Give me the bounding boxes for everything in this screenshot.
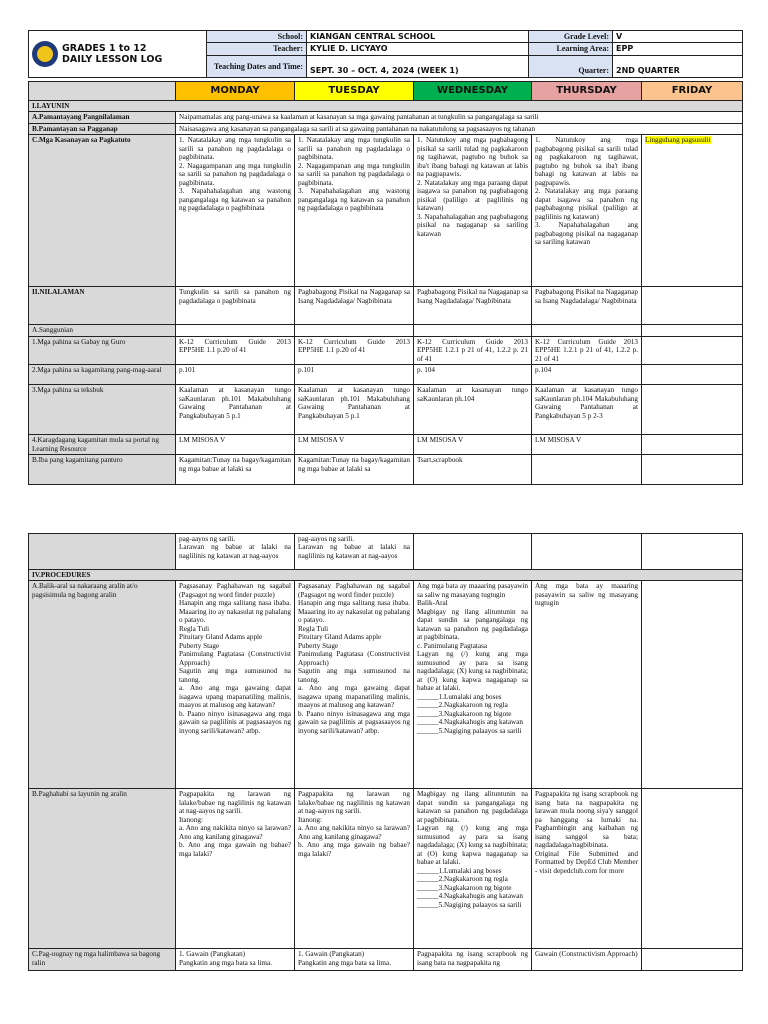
lesson-table-page-1 <box>28 81 742 485</box>
school-value: KIANGAN CENTRAL SCHOOL <box>307 31 529 43</box>
day-wednesday: WEDNESDAY <box>414 82 532 101</box>
lingguhang-pagsusulit: Lingguhang pagsusulit <box>645 136 711 145</box>
sanggunian-thursday <box>532 325 642 336</box>
pagkatuto-friday <box>642 135 743 287</box>
school-label: School: <box>207 31 307 43</box>
teksbuk-tuesday: Kaalaman at kasanayan tungo saKaunlaran ph.101 Makabuluhang Gawaing Pantahanan at Pangkabuhayan 5 p.1 <box>295 385 414 435</box>
header-title-cell <box>29 31 207 78</box>
day-monday: MONDAY <box>176 82 295 101</box>
teksbuk-wednesday: Kaalaman at kasanayan tungo saKaunlaran ph.104 <box>414 385 532 435</box>
gabay-wednesday: K-12 Curriculum Guide 2013 EPP5HE 1.2.1 p 21 of 41, 1.2.2 p. 21 of 41 <box>414 336 532 364</box>
nilalaman-label: II.NILALAMAN <box>29 287 176 325</box>
area-value: EPP <box>613 43 743 55</box>
cont-label <box>29 534 176 570</box>
gabay-label: 1.Mga pahina sa Gabay ng Guro <box>29 336 176 364</box>
pagkatuto-thursday: 1. Natutukoy ang mga pagbabagong pisikal sa sarili tulad ng pagkakaroon ng tagihawat, pagtubo ng buhok sa iba't ibang bahagi ng katawan at labis na pagpapawis. 2. Natatalakay ang mga paraang dapat isagawa sa panahon ng pagbabagong pisikal (paliligo at paglilinis ng katawan) 3. Napahahalagahan ang pagbabagong pisikal na nagaganap sa sariling katawan <box>532 135 642 287</box>
header-section <box>28 30 742 78</box>
nilalaman-monday: Tungkulin sa sarili sa panahon ng pagdadalaga o pagbibinata <box>176 287 295 325</box>
dates-value: SEPT. 30 – OCT. 4, 2024 (WEEK 1) <box>307 55 529 77</box>
iba-label: B.Iba pang kagamitang panturo <box>29 455 176 485</box>
balik-friday <box>642 581 743 789</box>
iba-monday: Kagamitan:Tunay na bagay/kagamitan ng mga babae at lalaki sa <box>176 455 295 485</box>
pagganap-value: Naisasagawa ang kasanayan sa pangangalaga sa sarili at sa gawaing pantahanan na nakatutulong sa pagsasaayos ng tahanan <box>176 123 743 134</box>
day-friday: FRIDAY <box>642 82 743 101</box>
uugnay-monday: 1. Gawain (Pangkatan) Pangkatin ang mga bata sa lima. <box>176 949 295 971</box>
deped-seal-icon <box>32 41 58 67</box>
iba-thursday <box>532 455 642 485</box>
portal-label: 4.Karagdagang kagamitan mula sa portal ng Learning Resource <box>29 435 176 455</box>
balik-monday: Pagsasanay Paghahawan ng sagabal (Pagsagot ng word finder puzzle) Hanapin ang mga salitang nasa ibaba. Maaaring ito ay nakasulat ng pahalang o patayo. Regla Tuli Pituitary Gland Adams apple Puberty Stage Panimulang Pagtatasa (Constructivist Approach) Sagutin ang mga sumusunod na tanong. a. Ano ang mga gawaing dapat isagawa upang mapanatiling malinis, maayos at malusog ang katawan? b. Paano ninyo isinasagawa ang mga gawain sa paglilinis at pagsasaayos ng inyong sarili/katawan? atbp. <box>176 581 295 789</box>
title-line-1: GRADES 1 to 12 <box>62 42 147 54</box>
portal-thursday: LM MISOSA V <box>532 435 642 455</box>
balik-label: A.Balik-aral sa nakaraang aralin at/o pagsisimula ng bagong aralin <box>29 581 176 789</box>
pagkatuto-wednesday: 1. Natutukoy ang mga pagbabagong pisikal sa sarili tulad ng pagkakaroon ng tagihawat, pagtubo ng buhok sa iba't ibang bahagi ng katawan at labis na pagpapawis. 2. Natatalakay ang mga paraang dapat isagawa sa panahon ng pagbabagong pisikal (paliligo at paglilinis ng katawan) 3. Napahahalagahan ang pagbabagong pisikal na nagaganap sa sariling katawan <box>414 135 532 287</box>
kagamitan-label: 2.Mga pahina sa kagamitang pang-mag-aaral <box>29 365 176 385</box>
teksbuk-thursday: Kaalaman at kasanayan tungo saKaunlaran ph.104 Makabuluhang Gawaing Pantahanan at Pangkabuhayan 5 p 2-3 <box>532 385 642 435</box>
kagamitan-thursday: p.104 <box>532 365 642 385</box>
portal-monday: LM MISOSA V <box>176 435 295 455</box>
quarter-value: 2ND QUARTER <box>613 55 743 77</box>
pagkatuto-label: C.Mga Kasanayan sa Pagkatuto <box>29 135 176 287</box>
teacher-value: KYLIE D. LICYAYO <box>307 43 529 55</box>
pagkatuto-monday: 1. Natatalakay ang mga tungkulin sa sarili sa panahon ng pagdadalaga o pagbibinata. 2. Nagagampanan ang mga tungkulin sa sarili sa panahon ng pagdadalaga o pagbibinata. 3. Napahahalagahan ang wastong pangangalaga ng katawan sa panahon ng pagdadalaga o pagbibinata <box>176 135 295 287</box>
pagkatuto-tuesday: 1. Natatalakay ang mga tungkulin sa sarili sa panahon ng pagdadalaga o pagbibinata. 2. Nagagampanan ang mga tungkulin sa sarili sa panahon ng pagdadalaga o pagbibinata. 3. Napahahalagahan ang wastong pangangalaga ng katawan sa panahon ng pagdadalaga o pagbibinata <box>295 135 414 287</box>
lesson-table-page-2 <box>28 533 742 971</box>
kagamitan-tuesday: p.101 <box>295 365 414 385</box>
kagamitan-monday: p.101 <box>176 365 295 385</box>
area-label: Learning Area: <box>529 43 613 55</box>
gabay-friday <box>642 336 743 364</box>
portal-friday <box>642 435 743 455</box>
paghahabi-monday: Pagpapakita ng larawan ng lalake/babae ng naglilinis ng katawan at nag-aayos ng sarili. Itanong: a. Ano ang nakikita ninyo sa larawan? Ano ang kanilang ginagawa? b. Ano ang mga gawain ng babae? mga lalaki? <box>176 789 295 949</box>
day-header-blank <box>29 82 176 101</box>
nilalaman-wednesday: Pagbabagong Pisikal na Nagaganap sa Isang Nagdadalaga/ Nagbibinata <box>414 287 532 325</box>
portal-tuesday: LM MISOSA V <box>295 435 414 455</box>
cont-tuesday: pag-aayos ng sarili. Larawan ng babae at lalaki na naglilinis ng katawan at nag-aayos <box>295 534 414 570</box>
day-thursday: THURSDAY <box>532 82 642 101</box>
paghahabi-thursday: Pagpapakita ng isang scrapbook ng isang bata na nagpapakita ng larawan mula noong siya'y sanggol pa hanggang sa lumaki na. Paghambingin ang kaibahan ng isang sanggol sa bata; nagdadalaga/nagbibinata. Original File Submitted and Formatted by DepEd Club Member - visit depedclub.com for more <box>532 789 642 949</box>
paghahabi-friday <box>642 789 743 949</box>
grade-label: Grade Level: <box>529 31 613 43</box>
lesson-table-continued <box>28 533 743 971</box>
teacher-label: Teacher: <box>207 43 307 55</box>
balik-wednesday: Ang mga bata ay maaaring pasayawin sa saliw ng masayang tugtugin Balik-Aral Magbigay ng ilang alituntunin na dapat sundin sa pangangalaga ng katawan sa panahon ng pagdadalaga at pagbibinata. c. Panimulang Pagtatasa Lagyan ng (/) kung ang mga sumusunod ay para sa isang nagdadalaga; (X) kung sa nagbibinata; at (O) kung kapwa nagaganap sa babae at lalaki. ______1.Lumalaki ang boses ______2.Nagkakaroon ng regla ______3.Nagkakaroon ng bigote ______4.Nagkakahugis ang katawan ______5.Nagiging palaayos sa sarili <box>414 581 532 789</box>
kagamitan-friday <box>642 365 743 385</box>
uugnay-wednesday: Pagpapakita ng isang scrapbook ng isang bata na nagpapakita ng <box>414 949 532 971</box>
section-procedures: IV.PROCEDURES <box>29 570 743 581</box>
pangnilalaman-value: Naipamamalas ang pang-unawa sa kaalaman at kasanayan sa mga gawaing pantahanan at tungkulin sa pangangalaga sa sarili <box>176 112 743 123</box>
pangnilalaman-label: A.Pamantayang Pangnilalaman <box>29 112 176 123</box>
sanggunian-friday <box>642 325 743 336</box>
gabay-tuesday: K-12 Curriculum Guide 2013 EPP5HE 1.1 p.20 of 41 <box>295 336 414 364</box>
cont-friday <box>642 534 743 570</box>
title-line-2: DAILY LESSON LOG <box>62 53 163 65</box>
uugnay-friday <box>642 949 743 971</box>
portal-wednesday: LM MISOSA V <box>414 435 532 455</box>
uugnay-thursday: Gawain (Constructivism Approach) <box>532 949 642 971</box>
balik-thursday: Ang mga bata ay maaaring pasayawin sa saliw ng masayang tugtugin <box>532 581 642 789</box>
sanggunian-label: A.Sanggunian <box>29 325 176 336</box>
section-layunin: I.LAYUNIN <box>29 100 743 111</box>
nilalaman-tuesday: Pagbabagong Pisikal na Nagaganap sa Isang Nagdadalaga/ Nagbibinata <box>295 287 414 325</box>
iba-tuesday: Kagamitan:Tunay na bagay/kagamitan ng mga babae at lalaki sa <box>295 455 414 485</box>
gabay-monday: K-12 Curriculum Guide 2013 EPP5HE 1.1 p.20 of 41 <box>176 336 295 364</box>
pagganap-label: B.Pamantayan sa Pagganap <box>29 123 176 134</box>
uugnay-tuesday: 1. Gawain (Pangkatan) Pangkatin ang mga bata sa lima. <box>295 949 414 971</box>
lesson-table <box>28 81 743 485</box>
teksbuk-label: 3.Mga pahina sa teksbuk <box>29 385 176 435</box>
uugnay-label: C.Pag-uugnay ng mga halimbawa sa bagong ralin <box>29 949 176 971</box>
teksbuk-monday: Kaalaman at kasanayan tungo saKaunlaran ph.101 Makabuluhang Gawaing Pantahanan at Pangkabuhayan 5 p.1 <box>176 385 295 435</box>
teksbuk-friday <box>642 385 743 435</box>
sanggunian-wednesday <box>414 325 532 336</box>
paghahabi-wednesday: Magbigay ng ilang alituntunin na dapat sundin sa pangangalaga ng katawan sa panahon ng pagdadalaga at pagbibinata. Lagyan ng (/) kung ang mga sumusunod ay para sa isang nagdadalaga; (X) kung sa nagbibinata; at (O) kung kapwa nagaganap sa babae at lalaki. ______1.Lumalaki ang boses ______2.Nagkakaroon ng regla ______3.Nagkakaroon ng bigote ______4.Nagkakahugis ang katawan ______5.Nagiging palaayos sa sarili <box>414 789 532 949</box>
paghahabi-tuesday: Pagpapakita ng larawan ng lalake/babae ng naglilinis ng katawan at nag-aayos ng sarili. Itanong: a. Ano ang nakikita ninyo sa larawan? Ano ang kanilang ginagawa? b. Ano ang mga gawain ng babae? mga lalaki? <box>295 789 414 949</box>
sanggunian-tuesday <box>295 325 414 336</box>
cont-monday: pag-aayos ng sarili. Larawan ng babae at lalaki na naglilinis ng katawan at nag-aayos <box>176 534 295 570</box>
balik-tuesday: Pagsasanay Paghahawan ng sagabal (Pagsagot ng word finder puzzle) Hanapin ang mga salitang nasa ibaba. Maaaring ito ay nakasulat ng pahalang o patayo. Regla Tuli Pituitary Gland Adams apple Puberty Stage Panimulang Pagtatasa (Constructivist Approach) Sagutin ang mga sumusunod na tanong. a. Ano ang mga gawaing dapat isagawa upang mapanatiling malinis, maayos at malusog ang katawan? b. Paano ninyo isinasagawa ang mga gawain sa paglilinis at pagsasaayos ng inyong sarili/katawan? atbp. <box>295 581 414 789</box>
iba-friday <box>642 455 743 485</box>
cont-thursday <box>532 534 642 570</box>
kagamitan-wednesday: p. 104 <box>414 365 532 385</box>
grade-value: V <box>613 31 743 43</box>
iba-wednesday: Tsart,scrapbook <box>414 455 532 485</box>
day-tuesday: TUESDAY <box>295 82 414 101</box>
gabay-thursday: K-12 Curriculum Guide 2013 EPP5HE 1.2.1 p 21 of 41, 1.2.2 p. 21 of 41 <box>532 336 642 364</box>
nilalaman-thursday: Pagbabagong Pisikal na Nagaganap sa Isang Nagdadalaga/ Nagbibinata <box>532 287 642 325</box>
sanggunian-monday <box>176 325 295 336</box>
paghahabi-label: B.Paghahabi sa layunin ng aralin <box>29 789 176 949</box>
dates-label: Teaching Dates and Time: <box>207 55 307 77</box>
nilalaman-friday <box>642 287 743 325</box>
cont-wednesday <box>414 534 532 570</box>
header-table <box>28 30 743 78</box>
quarter-label: Quarter: <box>529 55 613 77</box>
